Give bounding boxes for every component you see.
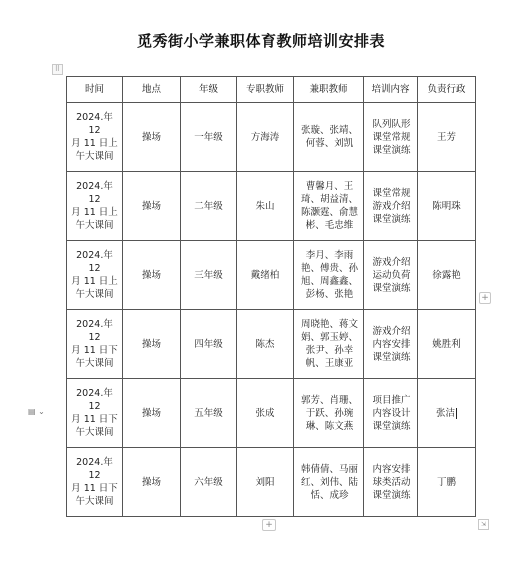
cell-parttime-teachers[interactable]: 周晓艳、蒋文娟、郭玉婷、张尹、孙幸帆、王康亚 bbox=[294, 310, 364, 379]
table-resize-corner-icon[interactable]: ⇲ bbox=[478, 519, 489, 530]
cell-time[interactable]: 2024.年 12 月 11 日下 午大课间 bbox=[67, 379, 123, 448]
header-training-content[interactable]: 培训内容 bbox=[364, 77, 418, 103]
cell-location[interactable]: 操场 bbox=[123, 172, 181, 241]
cell-grade[interactable]: 二年级 bbox=[181, 172, 237, 241]
cell-admin[interactable]: 姚胜利 bbox=[418, 310, 476, 379]
cell-time[interactable]: 2024.年 12 月 11 日上 午大课间 bbox=[67, 103, 123, 172]
row-handle-icon[interactable]: ▤ ⌄ bbox=[28, 407, 45, 416]
cell-parttime-teachers[interactable]: 曹馨月、王琦、胡益清、陈灏霆、俞慧彬、毛忠维 bbox=[294, 172, 364, 241]
cell-grade[interactable]: 一年级 bbox=[181, 103, 237, 172]
cell-location[interactable]: 操场 bbox=[123, 379, 181, 448]
cell-training-content[interactable]: 游戏介绍 内容安排 课堂演练 bbox=[364, 310, 418, 379]
cell-fulltime-teacher[interactable]: 朱山 bbox=[237, 172, 294, 241]
add-column-plus-icon[interactable]: + bbox=[479, 292, 491, 304]
table-row bbox=[67, 448, 476, 517]
cell-training-content[interactable]: 队列队形 课堂常规 课堂演练 bbox=[364, 103, 418, 172]
table-move-handle-icon[interactable]: ⠿ bbox=[52, 64, 63, 75]
cell-parttime-teachers[interactable]: 郭芳、肖珊、于跃、孙琬琳、陈文燕 bbox=[294, 379, 364, 448]
cell-parttime-teachers[interactable]: 张璇、张靖、何蓉、刘凯 bbox=[294, 103, 364, 172]
cell-fulltime-teacher[interactable]: 刘阳 bbox=[237, 448, 294, 517]
cell-fulltime-teacher[interactable]: 张成 bbox=[237, 379, 294, 448]
cell-fulltime-teacher[interactable]: 陈杰 bbox=[237, 310, 294, 379]
cell-location[interactable]: 操场 bbox=[123, 241, 181, 310]
cell-fulltime-teacher[interactable]: 戴绪柏 bbox=[237, 241, 294, 310]
cell-time[interactable]: 2024.年 12 月 11 日下 午大课间 bbox=[67, 448, 123, 517]
text-cursor bbox=[456, 408, 457, 419]
cell-admin[interactable]: 陈明珠 bbox=[418, 172, 476, 241]
add-row-plus-icon[interactable]: + bbox=[262, 519, 276, 531]
document-title: 觅秀街小学兼职体育教师培训安排表 bbox=[136, 32, 385, 50]
cell-admin[interactable]: 王芳 bbox=[418, 103, 476, 172]
cell-admin[interactable]: 丁鹏 bbox=[418, 448, 476, 517]
header-grade[interactable]: 年级 bbox=[181, 77, 237, 103]
table-header-row bbox=[67, 77, 476, 103]
cell-location[interactable]: 操场 bbox=[123, 310, 181, 379]
header-fulltime-teacher[interactable]: 专职教师 bbox=[237, 77, 294, 103]
cell-training-content[interactable]: 游戏介绍 运动负荷 课堂演练 bbox=[364, 241, 418, 310]
cell-grade[interactable]: 三年级 bbox=[181, 241, 237, 310]
header-location[interactable]: 地点 bbox=[123, 77, 181, 103]
cell-time[interactable]: 2024.年 12 月 11 日上 午大课间 bbox=[67, 241, 123, 310]
cell-training-content[interactable]: 项目推广 内容设计 课堂演练 bbox=[364, 379, 418, 448]
cell-admin-text: 张洁 bbox=[435, 407, 455, 419]
header-admin[interactable]: 负责行政 bbox=[418, 77, 476, 103]
cell-location[interactable]: 操场 bbox=[123, 448, 181, 517]
cell-fulltime-teacher[interactable]: 方海涛 bbox=[237, 103, 294, 172]
cell-grade[interactable]: 四年级 bbox=[181, 310, 237, 379]
cell-time[interactable]: 2024.年 12 月 11 日上 午大课间 bbox=[67, 172, 123, 241]
table-row bbox=[67, 310, 476, 379]
training-schedule-table bbox=[66, 76, 476, 517]
cell-training-content[interactable]: 内容安排 球类活动 课堂演练 bbox=[364, 448, 418, 517]
cell-parttime-teachers[interactable]: 韩倩倩、马丽红、刘伟、陆恬、成珍 bbox=[294, 448, 364, 517]
cell-admin[interactable] bbox=[418, 379, 476, 448]
cell-time[interactable]: 2024.年 12 月 11 日下 午大课间 bbox=[67, 310, 123, 379]
cell-grade[interactable]: 五年级 bbox=[181, 379, 237, 448]
table-row bbox=[67, 103, 476, 172]
cell-grade[interactable]: 六年级 bbox=[181, 448, 237, 517]
cell-training-content[interactable]: 课堂常规 游戏介绍 课堂演练 bbox=[364, 172, 418, 241]
table-row bbox=[67, 241, 476, 310]
cell-admin[interactable]: 徐露艳 bbox=[418, 241, 476, 310]
header-parttime-teachers[interactable]: 兼职教师 bbox=[294, 77, 364, 103]
header-time[interactable]: 时间 bbox=[67, 77, 123, 103]
table-row bbox=[67, 172, 476, 241]
cell-location[interactable]: 操场 bbox=[123, 103, 181, 172]
cell-parttime-teachers[interactable]: 李月、李雨艳、傅贵、孙旭、周鑫鑫、彭杨、张艳 bbox=[294, 241, 364, 310]
table-row bbox=[67, 379, 476, 448]
